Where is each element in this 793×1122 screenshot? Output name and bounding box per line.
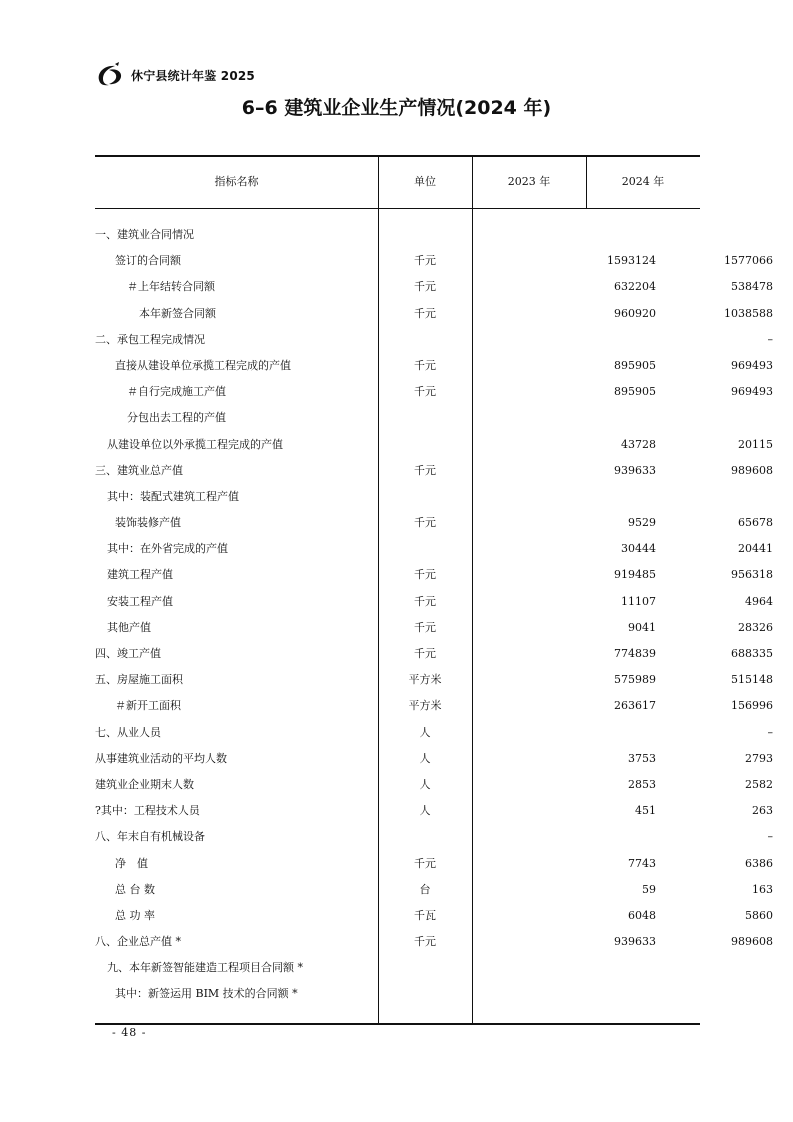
header-year-2024: 2024 年 (621, 175, 665, 188)
row-indicator-name: 一、建筑业合同情况 (95, 228, 194, 241)
row-value-2023: 895905 (614, 358, 656, 372)
row-indicator-name: 总 台 数 (115, 882, 155, 896)
row-value-2024: 956318 (731, 568, 773, 582)
row-unit: 千元 (414, 568, 436, 582)
row-value-2024: 5860 (745, 908, 773, 922)
row-value-2023: 9529 (628, 516, 656, 530)
row-value-2023: 451 (635, 804, 656, 818)
row-value-2024: 989608 (731, 463, 773, 477)
row-value-2023: 2853 (628, 777, 656, 791)
row-value-2023: 9041 (628, 620, 656, 634)
row-unit: 千元 (414, 620, 436, 634)
table-row (95, 720, 773, 746)
table-row (95, 405, 700, 431)
row-unit: 千元 (414, 358, 436, 372)
row-value-2023: 43728 (621, 437, 656, 451)
row-value-2024: 4964 (745, 594, 773, 608)
row-indicator-name: ＃自行完成施工产值 (127, 385, 226, 399)
row-indicator-name: ＃上年结转合同额 (127, 280, 215, 294)
row-unit: 千元 (414, 463, 436, 477)
table-row (95, 432, 773, 458)
row-value-2024: – (767, 830, 773, 844)
table-row (95, 301, 773, 327)
row-unit: 千元 (414, 856, 436, 870)
row-value-2023: 919485 (614, 568, 656, 582)
table-row (95, 353, 773, 379)
table-row (95, 929, 773, 955)
row-unit: 台 (419, 882, 431, 896)
row-unit: 千瓦 (414, 908, 436, 922)
row-value-2023: 939633 (614, 463, 656, 477)
table-row (95, 903, 773, 929)
page-title: 6–6 建筑业企业生产情况(2024 年) (241, 97, 552, 119)
row-indicator-name: ?其中：工程技术人员 (95, 804, 200, 818)
row-value-2023: 960920 (614, 306, 656, 320)
row-value-2024: 969493 (731, 385, 773, 399)
table-row (95, 693, 773, 719)
yearbook-logo-icon (95, 62, 125, 88)
row-unit: 千元 (414, 647, 436, 660)
table-header-rule (95, 208, 700, 209)
row-unit: 平方米 (408, 699, 442, 713)
row-indicator-name: 净 值 (115, 856, 148, 870)
row-indicator-name: 建筑业企业期末人数 (95, 777, 194, 791)
row-unit: 千元 (414, 385, 436, 399)
row-value-2023: 895905 (614, 385, 656, 399)
table-row (95, 824, 773, 850)
row-indicator-name: 本年新签合同额 (139, 306, 216, 320)
table-header (95, 156, 700, 208)
row-value-2024: 515148 (731, 673, 773, 687)
header-unit: 单位 (414, 175, 436, 188)
table-row (95, 589, 773, 615)
table-row (95, 798, 773, 824)
row-value-2024: 156996 (731, 699, 773, 713)
row-unit: 千元 (414, 935, 436, 949)
row-value-2023: 939633 (614, 935, 656, 949)
row-unit: 千元 (414, 280, 436, 294)
row-value-2024: 688335 (731, 647, 773, 660)
table-row (95, 327, 773, 353)
row-indicator-name: 分包出去工程的产值 (127, 411, 226, 425)
table-row (95, 615, 773, 641)
table-row (95, 379, 773, 405)
row-value-2024: 163 (752, 882, 773, 896)
row-value-2024: 2793 (745, 751, 773, 765)
row-indicator-name: 五、房屋施工面积 (95, 673, 183, 687)
row-value-2024: 6386 (745, 856, 773, 870)
row-indicator-name: 安装工程产值 (107, 594, 173, 608)
row-value-2023: 1593124 (607, 254, 656, 268)
row-unit: 人 (419, 725, 431, 739)
table-row (95, 641, 773, 667)
row-unit: 人 (419, 751, 431, 765)
row-value-2024: 1577066 (724, 254, 773, 268)
row-value-2024: 20115 (738, 437, 773, 451)
row-unit: 千元 (414, 306, 436, 320)
row-value-2024: – (767, 332, 773, 346)
row-value-2024: 65678 (738, 516, 773, 530)
row-indicator-name: ＃新开工面积 (115, 699, 181, 713)
row-value-2023: 7743 (628, 856, 656, 870)
row-indicator-name: 三、建筑业总产值 (95, 463, 183, 477)
row-value-2024: 989608 (731, 935, 773, 949)
table-row (95, 484, 700, 510)
row-unit: 平方米 (408, 673, 442, 687)
table-row (95, 772, 773, 798)
table-row (95, 746, 773, 772)
row-value-2024: – (767, 725, 773, 739)
table-row (95, 667, 773, 693)
table-row (95, 536, 773, 562)
row-indicator-name: 直接从建设单位承揽工程完成的产值 (115, 358, 291, 372)
yearbook-title: 休宁县统计年鉴 2025 (131, 68, 255, 83)
table-row (95, 877, 773, 903)
row-indicator-name: 从建设单位以外承揽工程完成的产值 (107, 437, 283, 451)
row-value-2023: 575989 (614, 673, 656, 687)
row-indicator-name: 签订的合同额 (115, 254, 181, 268)
table-row (95, 562, 773, 588)
row-unit: 千元 (414, 254, 436, 268)
row-unit: 人 (419, 777, 431, 791)
row-value-2024: 1038588 (724, 306, 773, 320)
row-indicator-name: 其中：新签运用 BIM 技术的合同额 * (115, 987, 298, 1001)
row-value-2024: 2582 (745, 777, 773, 791)
row-value-2024: 969493 (731, 358, 773, 372)
row-value-2023: 6048 (628, 908, 656, 922)
row-value-2024: 538478 (731, 280, 773, 294)
yearbook-header (95, 62, 255, 88)
row-indicator-name: 四、竣工产值 (95, 647, 161, 660)
row-unit: 千元 (414, 516, 436, 530)
table-row (95, 510, 773, 536)
table-row (95, 981, 700, 1007)
table-bottom-rule (95, 1023, 700, 1025)
table-row (95, 222, 700, 248)
row-value-2024: 263 (752, 804, 773, 818)
row-indicator-name: 装饰装修产值 (115, 516, 181, 530)
row-value-2023: 774839 (614, 647, 656, 660)
table-body (95, 222, 773, 1008)
row-value-2023: 11107 (621, 594, 656, 608)
table-row (95, 851, 773, 877)
page-number: - 48 - (112, 1026, 147, 1039)
row-value-2023: 59 (642, 882, 656, 896)
table-row (95, 248, 773, 274)
row-indicator-name: 九、本年新签智能建造工程项目合同额 * (107, 961, 303, 975)
table-row (95, 955, 700, 981)
row-indicator-name: 二、承包工程完成情况 (95, 332, 205, 346)
row-value-2023: 263617 (614, 699, 656, 713)
row-indicator-name: 总 功 率 (115, 908, 155, 922)
row-indicator-name: 其中：在外省完成的产值 (107, 542, 228, 556)
row-indicator-name: 七、从业人员 (95, 725, 161, 739)
table-row (95, 274, 773, 300)
row-value-2023: 3753 (628, 751, 656, 765)
row-indicator-name: 八、企业总产值 * (95, 935, 181, 949)
row-value-2024: 28326 (738, 620, 773, 634)
table-row (95, 458, 773, 484)
row-indicator-name: 其他产值 (107, 620, 151, 634)
row-indicator-name: 其中：装配式建筑工程产值 (107, 489, 239, 503)
header-indicator-name: 指标名称 (214, 175, 259, 188)
row-indicator-name: 建筑工程产值 (107, 568, 173, 582)
header-year-2023: 2023 年 (507, 175, 551, 188)
row-unit: 千元 (414, 594, 436, 608)
row-value-2023: 30444 (621, 542, 656, 556)
row-indicator-name: 八、年末自有机械设备 (95, 830, 205, 844)
row-value-2024: 20441 (738, 542, 773, 556)
row-indicator-name: 从事建筑业活动的平均人数 (95, 751, 227, 765)
row-unit: 人 (419, 804, 431, 818)
row-value-2023: 632204 (614, 280, 656, 294)
